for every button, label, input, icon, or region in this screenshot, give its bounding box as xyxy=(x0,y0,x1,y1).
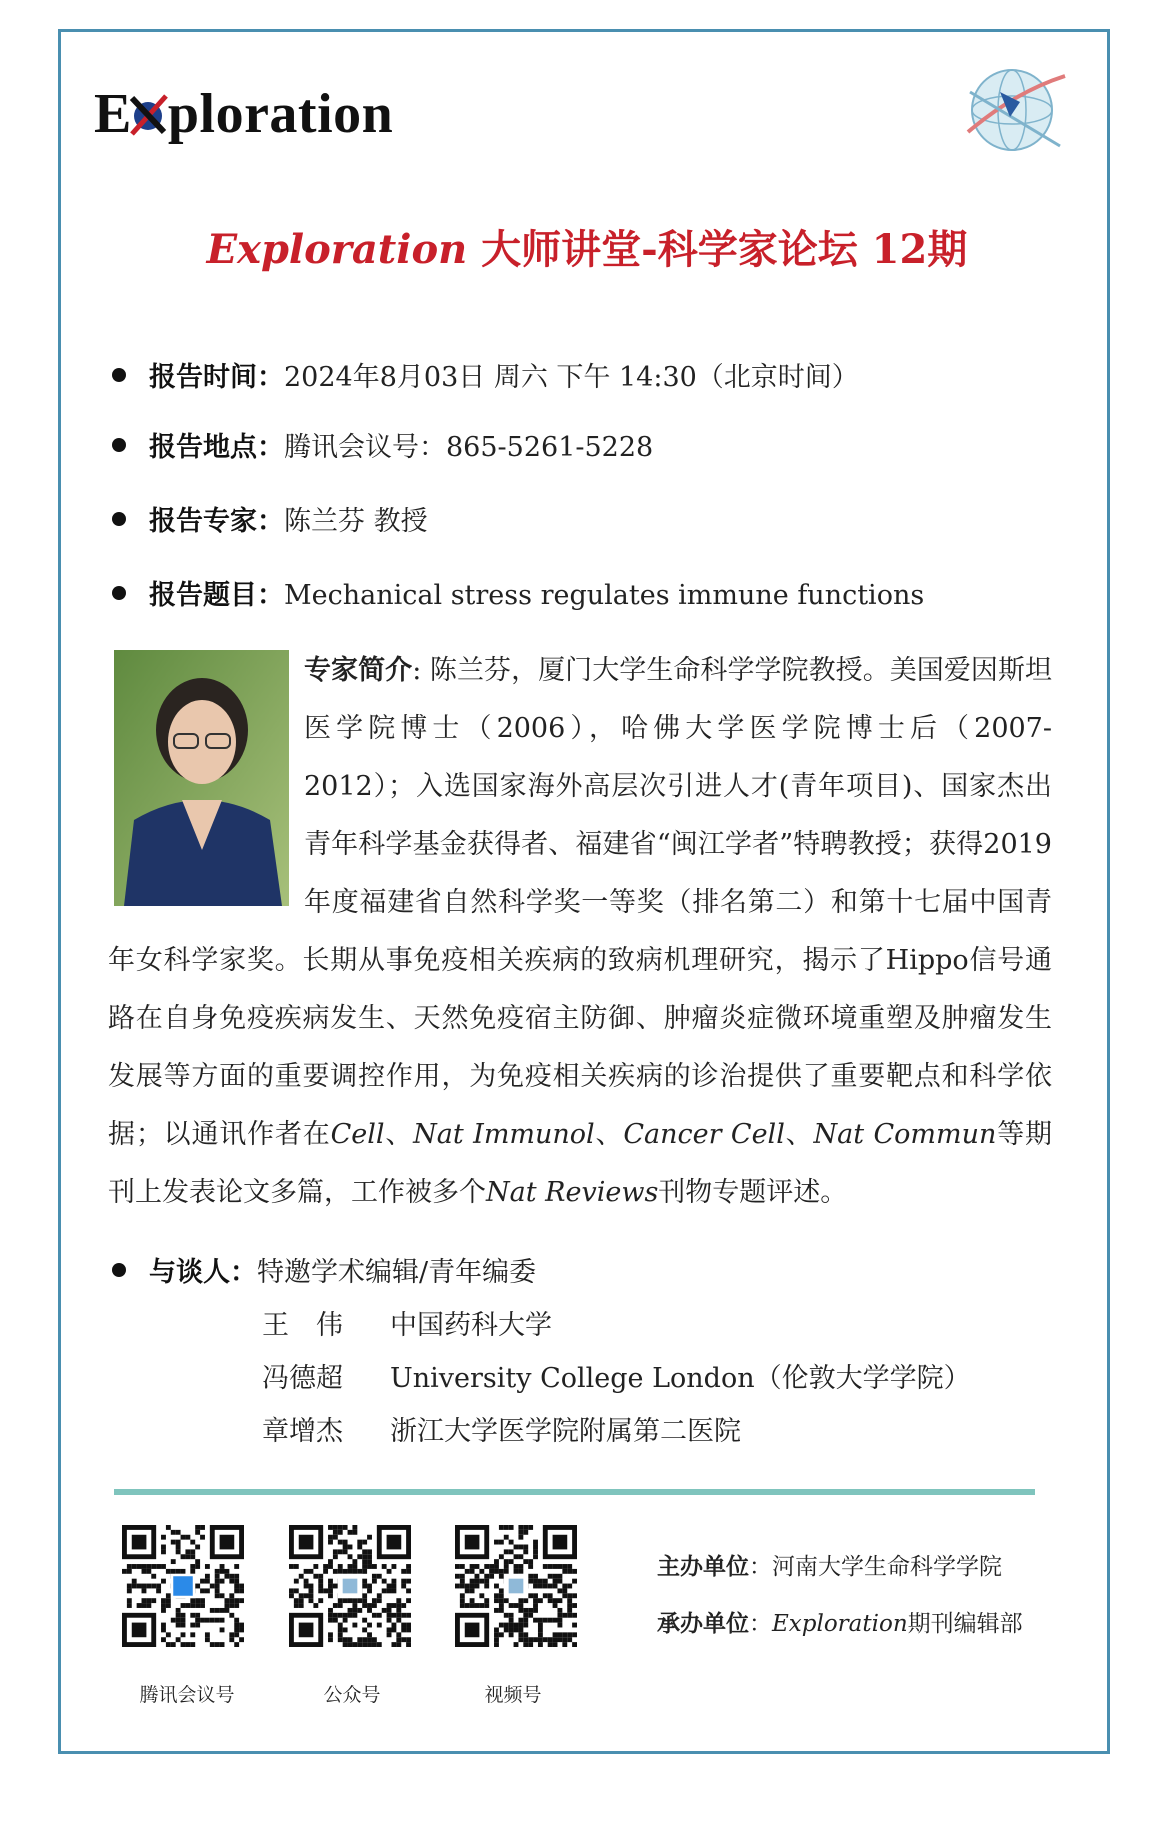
info-value: 陈兰芬 教授 xyxy=(284,506,428,537)
speaker-bio xyxy=(108,642,1052,1222)
bio-label: 专家简介 xyxy=(304,655,413,686)
info-label: 报告地点： xyxy=(149,432,284,463)
qr-label: 视频号 xyxy=(484,1684,542,1706)
panel-intro: 特邀学术编辑/青年编委 xyxy=(257,1257,537,1288)
info-speaker xyxy=(149,499,428,538)
qr-code-official-account[interactable] xyxy=(289,1525,411,1647)
bullet-icon xyxy=(112,438,126,452)
bullet-icon xyxy=(112,1263,126,1277)
host-organizer xyxy=(657,1548,1002,1581)
qr-label: 腾讯会议号 xyxy=(139,1684,235,1706)
journal-name: Cell xyxy=(330,1119,385,1150)
bullet-icon xyxy=(112,512,126,526)
bio-text: 刊物专题评述。 xyxy=(658,1177,848,1208)
panelist-affiliation: 浙江大学医学院附属第二医院 xyxy=(390,1416,741,1447)
panelist-affiliation: 中国药科大学 xyxy=(390,1310,552,1341)
journal-name: Nat Commun xyxy=(813,1119,997,1150)
bullet-icon xyxy=(112,586,126,600)
logo-text-post: ploration xyxy=(167,83,394,145)
info-value: 2024年8月03日 周六 下午 14:30（北京时间） xyxy=(284,362,859,393)
qr-code-video-channel[interactable] xyxy=(455,1525,577,1647)
info-value: 腾讯会议号：865-5261-5228 xyxy=(284,432,654,463)
info-label: 报告专家： xyxy=(149,506,284,537)
bullet-icon xyxy=(112,368,126,382)
globe-emblem-icon xyxy=(960,62,1070,158)
panelist-name: 王 伟 xyxy=(262,1310,343,1341)
info-location xyxy=(149,425,653,464)
journal-name: Nat Immunol xyxy=(413,1119,595,1150)
co-value: 期刊编辑部 xyxy=(907,1611,1023,1637)
co-separator: ： xyxy=(749,1611,772,1637)
divider xyxy=(114,1489,1035,1495)
co-label: 承办单位 xyxy=(657,1611,749,1637)
panelist-name: 冯德超 xyxy=(262,1363,343,1394)
panel-heading xyxy=(149,1250,536,1289)
info-topic xyxy=(149,573,924,612)
separator: 、 xyxy=(784,1119,814,1150)
panel-label: 与谈人： xyxy=(149,1257,257,1288)
journal-name: Cancer Cell xyxy=(623,1119,785,1150)
info-time xyxy=(149,355,859,394)
title-journal-name: Exploration xyxy=(206,226,468,273)
qr-code-tencent-meeting[interactable] xyxy=(122,1525,244,1647)
host-label: 主办单位 xyxy=(657,1554,749,1580)
host-value: ：河南大学生命科学学院 xyxy=(749,1554,1002,1580)
qr-label: 公众号 xyxy=(323,1684,381,1706)
info-value: Mechanical stress regulates immune functions xyxy=(284,580,925,611)
event-title xyxy=(0,218,1174,275)
info-label: 报告题目： xyxy=(149,580,284,611)
bio-text: 等期刊上发表论文多篇，工作被多个 xyxy=(108,1119,1053,1208)
co-organizer xyxy=(657,1605,1023,1638)
journal-name: Nat Reviews xyxy=(486,1177,659,1208)
logo-text-pre: E xyxy=(94,83,132,145)
info-label: 报告时间： xyxy=(149,362,284,393)
separator: 、 xyxy=(384,1119,414,1150)
exploration-logo xyxy=(94,82,393,146)
panelist-name: 章增杰 xyxy=(262,1416,343,1447)
bio-text: : 陈兰芬，厦门大学生命科学学院教授。美国爱因斯坦医学院博士（2006），哈佛大学医学院博士后（2007-2012）；入选国家海外高层次引进人才(青年项目)、国家杰出青年科学基金获得者、福建省“闽江学者”特聘教授；获得2019年度福建省自然科学奖一等奖（排名第二）和第十七届中国青年女科学家奖。长期从事免疫相关疾病的致病机理研究，揭示了Hippo信号通路在自身免疫疾病发生、天然免疫宿主防御、肿瘤炎症微环境重塑及肿瘤发生发展等方面的重要调控作用，为免疫相关疾病的诊治提供了重要靶点和科学依据；以通讯作者在 xyxy=(108,655,1052,1150)
title-rest: 大师讲堂-科学家论坛 12期 xyxy=(467,226,968,273)
co-journal-name: Exploration xyxy=(772,1611,908,1637)
separator: 、 xyxy=(594,1119,624,1150)
panelist-affiliation: University College London（伦敦大学学院） xyxy=(390,1363,971,1394)
